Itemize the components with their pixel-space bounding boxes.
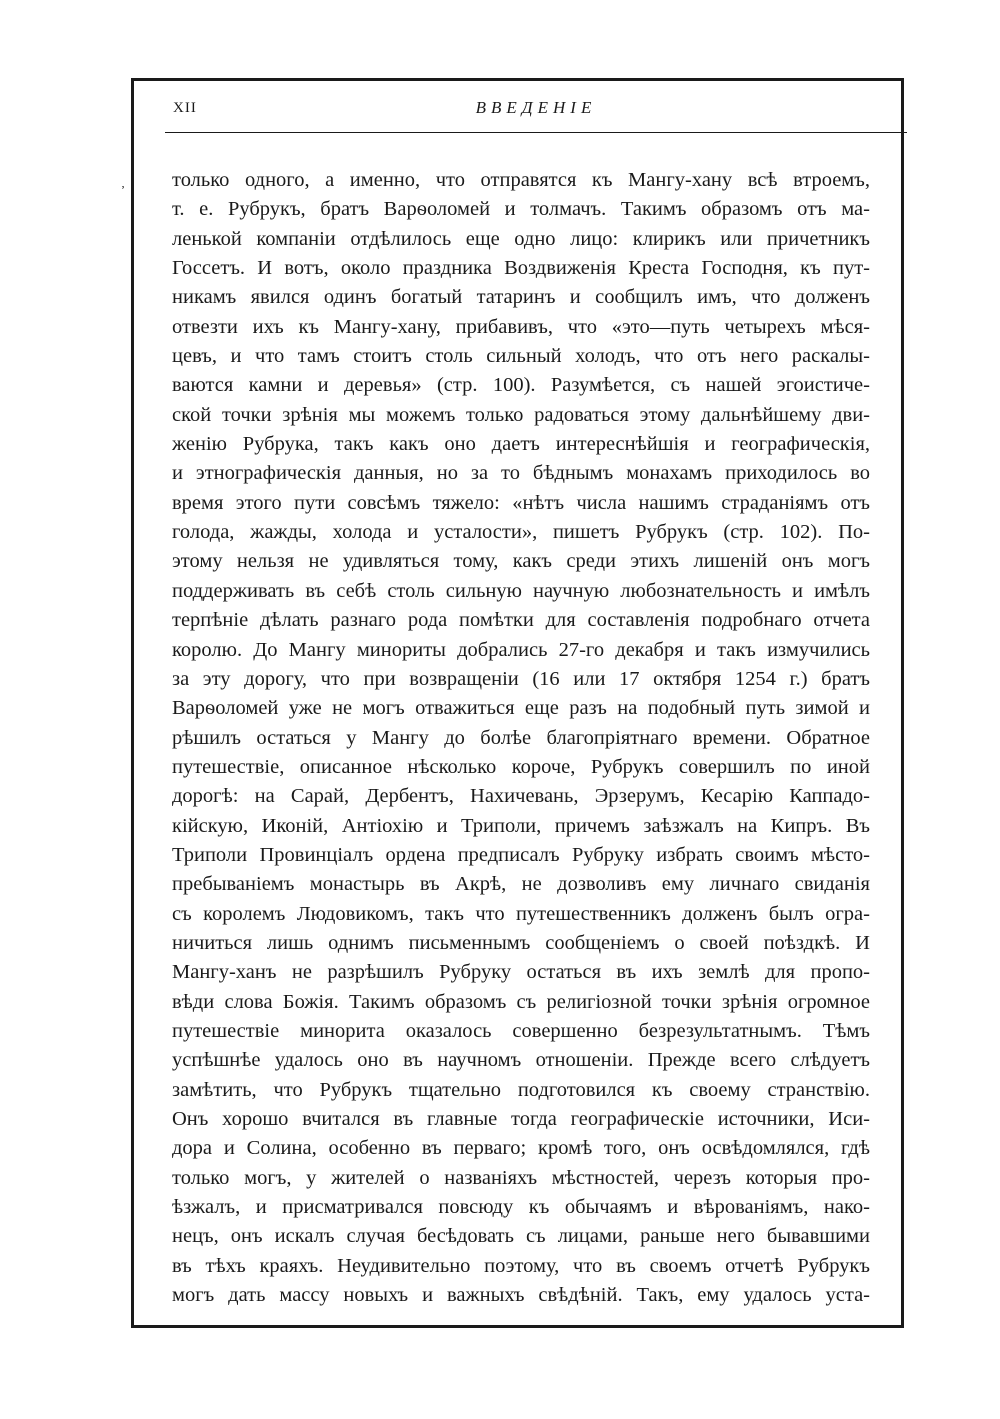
text-line (172, 195, 870, 224)
text-line-content: поддерживать въ себѣ столь сильную научную любознательность и имѣлъ (172, 579, 870, 602)
text-line-content: ничиться лишь однимъ письменнымъ сообщеніемъ о своей поѣздкѣ. И (172, 931, 870, 954)
margin-mark: ‚ (121, 176, 125, 190)
text-line (172, 724, 870, 753)
text-line (172, 283, 870, 312)
text-line (172, 430, 870, 459)
text-line (172, 1105, 870, 1134)
text-line-content: рѣшилъ остаться у Мангу до болѣе благопріятнаго времени. Обратное (172, 726, 870, 749)
text-line (172, 958, 870, 987)
text-line-content: Триполи Провинціалъ ордена предписалъ Рубруку избрать своимъ мѣсто- (172, 843, 870, 866)
text-line (172, 518, 870, 547)
text-line (172, 665, 870, 694)
section-title: ВВЕДЕНІЕ (475, 98, 597, 117)
text-line-content: т. е. Рубрукъ, братъ Варѳоломей и толмачъ. Такимъ образомъ отъ ма- (172, 198, 870, 221)
text-line-content: Онъ хорошо вчитался въ главные тогда географическіе источники, Иси- (172, 1108, 870, 1130)
text-line (172, 1193, 870, 1222)
text-line-content: дорогѣ: на Сарай, Дербентъ, Нахичевань, Эрзерумъ, Кесарію Каппадо- (172, 785, 870, 808)
text-line-content: путешествіе минорита оказалось совершенно безрезультатнымъ. Тѣмъ (172, 1019, 870, 1042)
text-line-content: ленькой компаніи отдѣлилось еще одно лицо: клирикъ или причетникъ (172, 227, 870, 250)
body-text (172, 166, 870, 1310)
text-line-content: голода, жажды, холода и усталости», пишетъ Рубрукъ (стр. 102). По- (172, 521, 870, 544)
text-line (172, 489, 870, 518)
text-line-content: цевъ, и что тамъ стоитъ столь сильный холодъ, что отъ него раскалы- (172, 345, 870, 368)
text-line-content: и этнографическія данныя, но за то бѣднымъ монахамъ приходилось во (172, 462, 870, 485)
text-line (172, 225, 870, 254)
text-line (172, 254, 870, 283)
text-line-content: этому нельзя не удивляться тому, какъ среди этихъ лишеній онъ могъ (172, 550, 870, 573)
text-line (172, 166, 870, 195)
text-line-content: только могъ, у жителей о названіяхъ мѣстностей, черезъ которыя про- (172, 1166, 870, 1189)
text-line (172, 401, 870, 430)
text-line-content: терпѣніе дѣлать разнаго рода помѣтки для составленія подробнаго отчета (172, 609, 870, 632)
text-line (172, 1164, 870, 1193)
text-line (172, 900, 870, 929)
text-line (172, 1134, 870, 1163)
text-line-content: время этого пути совсѣмъ тяжело: «нѣтъ числа нашимъ страданіямъ отъ (172, 491, 870, 514)
text-line-content: замѣтить, что Рубрукъ тщательно подготовился къ своему странствію. (172, 1078, 870, 1101)
text-line (172, 841, 870, 870)
text-line (172, 577, 870, 606)
text-line (172, 459, 870, 488)
text-line (172, 694, 870, 723)
text-line-content: никамъ явился одинъ богатый татаринъ и сообщилъ имъ, что долженъ (172, 286, 870, 309)
text-line-content: ваются камни и деревья» (стр. 100). Разумѣется, съ нашей эгоистиче- (172, 374, 870, 397)
text-line (172, 812, 870, 841)
text-line-content: путешествіе, описанное нѣсколько короче, Рубрукъ совершилъ по иной (172, 755, 870, 778)
text-line (172, 929, 870, 958)
text-line (172, 1281, 870, 1310)
text-line-content: съ королемъ Людовикомъ, такъ что путешественникъ долженъ былъ огра- (172, 902, 870, 925)
text-line-content: королю. До Мангу минориты добрались 27-го декабря и такъ измучились (172, 638, 870, 661)
text-line (172, 1222, 870, 1251)
text-line (172, 1252, 870, 1281)
text-line (172, 313, 870, 342)
text-line (172, 1046, 870, 1075)
text-line (172, 1076, 870, 1105)
text-line-content: ской точки зрѣнія мы можемъ только радоваться этому дальнѣйшему дви- (172, 403, 870, 426)
text-line (172, 870, 870, 899)
text-line-content: дора и Солина, особенно въ перваго; кромѣ того, онъ освѣдомлялся, гдѣ (172, 1137, 870, 1160)
text-line-content: успѣшнѣе удалось оно въ научномъ отношеніи. Прежде всего слѣдуетъ (172, 1049, 870, 1072)
text-line-content: вѣди слова Божія. Такимъ образомъ съ религіозной точки зрѣнія огромное (172, 990, 870, 1013)
header-rule (165, 132, 907, 133)
text-line-content: ѣзжалъ, и присматривался повсюду къ обычаямъ и вѣрованіямъ, нако- (172, 1196, 870, 1219)
text-line-content: Мангу-ханъ не разрѣшилъ Рубруку остаться въ ихъ землѣ для пропо- (172, 961, 870, 984)
text-line-content: въ тѣхъ краяхъ. Неудивительно поэтому, что въ своемъ отчетѣ Рубрукъ (172, 1254, 870, 1277)
text-line (172, 753, 870, 782)
text-line (172, 782, 870, 811)
text-line-content: отвезти ихъ къ Мангу-хану, прибавивъ, что «это—путь четырехъ мѣся- (172, 315, 870, 338)
text-line-content: Госсетъ. И вотъ, около праздника Воздвиженія Креста Господня, къ пут- (172, 257, 870, 280)
text-line (172, 606, 870, 635)
text-line-content: Варѳоломей уже не могъ отважиться еще разъ на подобный путь зимой и (172, 697, 870, 720)
page-number: XII (173, 100, 197, 116)
text-line-content: могъ дать массу новыхъ и важныхъ свѣдѣній. Такъ, ему удалось уста- (172, 1284, 870, 1307)
text-line (172, 1017, 870, 1046)
text-line-content: за эту дорогу, что при возвращеніи (16 или 17 октября 1254 г.) братъ (172, 667, 870, 690)
text-line (172, 636, 870, 665)
text-line (172, 342, 870, 371)
text-line (172, 988, 870, 1017)
text-line-content: кійскую, Иконій, Антіохію и Триполи, причемъ заѣзжалъ на Кипръ. Въ (172, 814, 870, 837)
text-line (172, 547, 870, 576)
running-head (165, 96, 907, 126)
text-line-content: пребываніемъ монастырь въ Акрѣ, не дозволивъ ему личнаго свиданія (172, 873, 870, 896)
text-line-content: женію Рубрука, такъ какъ оно даетъ интереснѣйшія и географическія, (172, 433, 870, 456)
text-line-content: нецъ, онъ искалъ случая бесѣдовать съ лицами, раньше него бывавшими (172, 1225, 870, 1248)
text-line (172, 371, 870, 400)
text-line-content: только одного, а именно, что отправятся къ Мангу-хану всѣ втроемъ, (172, 169, 870, 191)
